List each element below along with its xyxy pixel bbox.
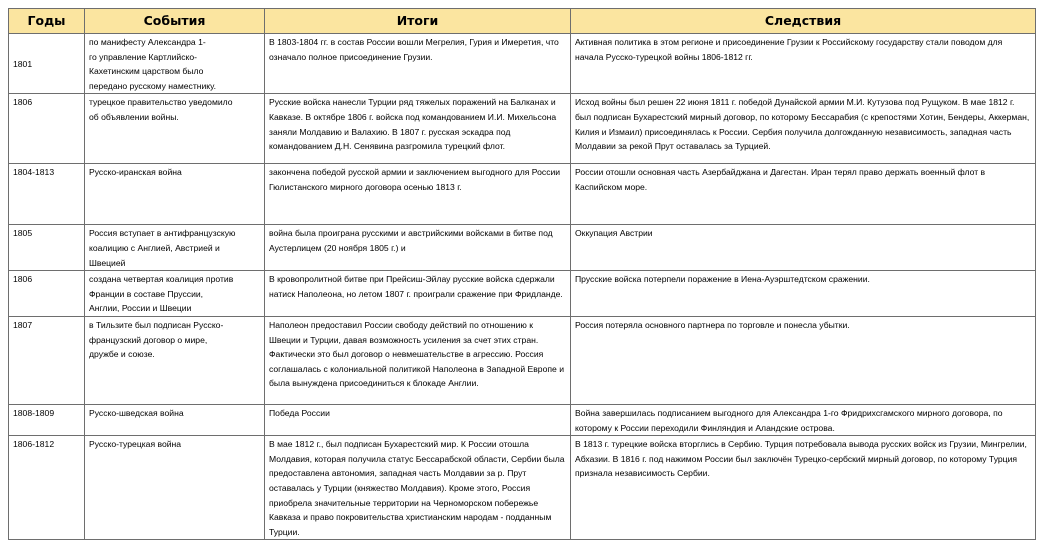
cell-result: В 1803-1804 гг. в состав России вошли Мегрелия, Гурия и Имеретия, что означало полное присоединение Грузии. — [265, 34, 571, 94]
table-row — [9, 94, 1036, 164]
cell-event: Россия вступает в антифранцузскую коалицию с Англией, Австрией и Швецией — [85, 225, 265, 271]
cell-event: создана четвертая коалиция против Франции в составе Пруссии, Англии, России и Швеции — [85, 271, 265, 317]
header-events: События — [85, 9, 265, 34]
cell-consequence: Исход войны был решен 22 июня 1811 г. победой Дунайской армии М.И. Кутузова под Рущуком. В мае 1812 г. был подписан Бухарестский мирный договор, по которому Бессарабия (с крепостями Хотин, Бендеры, Аккерман, Килия и Измаил) присоединялась к России. Сербия получила долгожданную независимость, западная часть Молдавии за рекой Прут оставалась за Турцией. — [571, 94, 1036, 164]
cell-years: 1808-1809 — [9, 404, 85, 435]
header-row — [9, 9, 1036, 34]
cell-event: турецкое правительство уведомило об объявлении войны. — [85, 94, 265, 164]
table-row — [9, 436, 1036, 540]
cell-years: 1801 — [9, 34, 85, 94]
cell-result: Наполеон предоставил России свободу действий по отношению к Швеции и Турции, давая возможность усиления за счет этих стран. Фактически это был договор о невмешательстве в агрессию. Россия соглашалась с колониальной политикой Наполеона в Западной Европе и была вынуждена присоединиться к блокаде Англии. — [265, 316, 571, 404]
header-results: Итоги — [265, 9, 571, 34]
cell-consequence: Война завершилась подписанием выгодного для Александра 1-го Фридрихсгамского мирного договора, по которому к России переходили Финляндия и Аландские острова. — [571, 404, 1036, 435]
cell-event: Русско-шведская война — [85, 404, 265, 435]
header-consequences: Следствия — [571, 9, 1036, 34]
cell-consequence: Активная политика в этом регионе и присоединение Грузии к Российскому государству стали поводом для начала Русско-турецкой войны 1806-1812 гг. — [571, 34, 1036, 94]
cell-years: 1807 — [9, 316, 85, 404]
table-row — [9, 271, 1036, 317]
table-row — [9, 316, 1036, 404]
cell-event: Русско-иранская война — [85, 164, 265, 225]
cell-years: 1805 — [9, 225, 85, 271]
table-row — [9, 164, 1036, 225]
cell-event: в Тильзите был подписан Русско- французский договор о мире, дружбе и союзе. — [85, 316, 265, 404]
cell-consequence: Оккупация Австрии — [571, 225, 1036, 271]
cell-result: закончена победой русской армии и заключением выгодного для России Гюлистанского мирного договора осенью 1813 г. — [265, 164, 571, 225]
cell-years: 1806 — [9, 94, 85, 164]
cell-event: Русско-турецкая война — [85, 436, 265, 540]
table-row — [9, 225, 1036, 271]
cell-consequence: России отошли основная часть Азербайджана и Дагестан. Иран терял право держать военный флот в Каспийском море. — [571, 164, 1036, 225]
history-table — [8, 8, 1036, 540]
cell-result: Русские войска нанесли Турции ряд тяжелых поражений на Балканах и Кавказе. В октябре 1806 г. войска под командованием И.И. Михельсона заняли Молдавию и Валахию. В 1807 г. русская эскадра под командованием Д.Н. Сенявина разгромила турецкий флот. — [265, 94, 571, 164]
cell-consequence: В 1813 г. турецкие войска вторглись в Сербию. Турция потребовала вывода русских войск из Грузии, Мингрелии, Абхазии. В 1816 г. под нажимом России был заключён Турецко-сербский мирный договор, по которому Турция признала независимость Сербии. — [571, 436, 1036, 540]
cell-consequence: Прусские войска потерпели поражение в Иена-Ауэрштедтском сражении. — [571, 271, 1036, 317]
table-row — [9, 34, 1036, 94]
cell-years: 1804-1813 — [9, 164, 85, 225]
cell-result: В мае 1812 г., был подписан Бухарестский мир. К России отошла Молдавия, которая получила статус Бессарабской области, Сербии была предоставлена автономия, западная часть Молдавии за р. Прут оставалась у Турции (княжество Молдавия). Кроме этого, Россия приобрела значительные территории на Черноморском побережье Кавказа и право покровительства христианским народам - подданным Турции. — [265, 436, 571, 540]
cell-result: В кровопролитной битве при Прейсиш-Эйлау русские войска сдержали натиск Наполеона, но летом 1807 г. проиграли сражение при Фридланде. — [265, 271, 571, 317]
cell-result: война была проиграна русскими и австрийскими войсками в битве под Аустерлицем (20 ноября 1805 г.) и — [265, 225, 571, 271]
cell-event: по манифесту Александра 1- го управление Картлийско- Кахетинским царством было передано русскому наместнику. — [85, 34, 265, 94]
cell-years: 1806-1812 — [9, 436, 85, 540]
header-years: Годы — [9, 9, 85, 34]
cell-years: 1806 — [9, 271, 85, 317]
cell-result: Победа России — [265, 404, 571, 435]
cell-consequence: Россия потеряла основного партнера по торговле и понесла убытки. — [571, 316, 1036, 404]
table-row — [9, 404, 1036, 435]
